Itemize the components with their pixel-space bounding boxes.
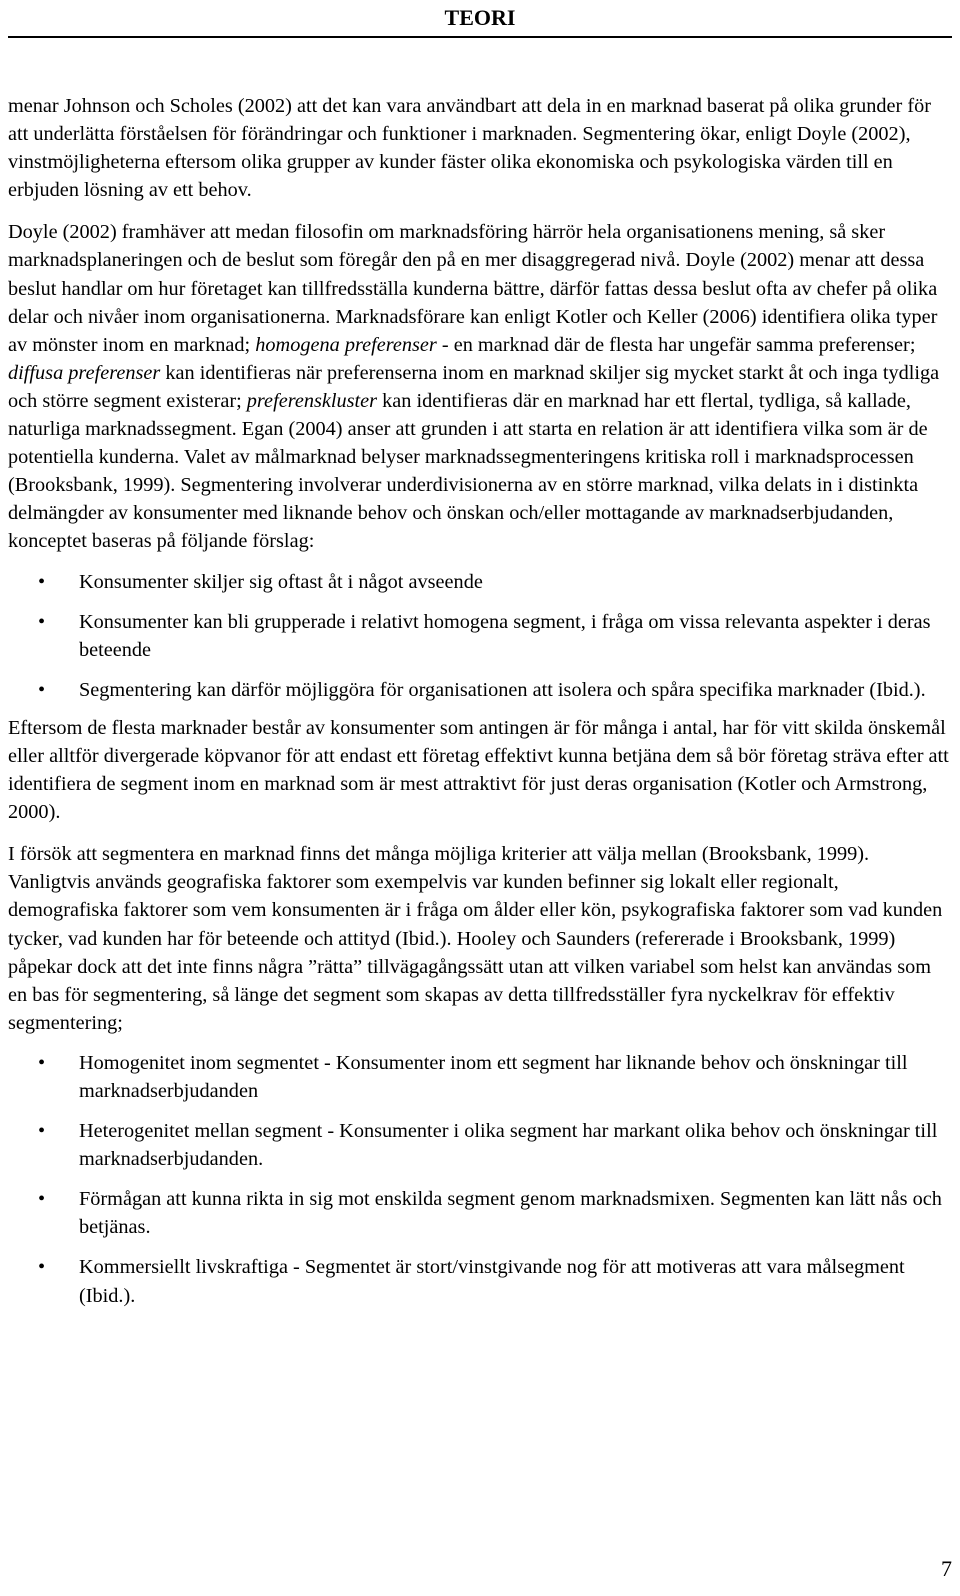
paragraph-text: - en marknad där de flesta har ungefär samma preferenser; [436, 333, 916, 356]
page-number: 7 [941, 1556, 952, 1581]
paragraph-intro: menar Johnson och Scholes (2002) att det kan vara användbart att dela in en marknad baserat på olika grunder för att underlätta förståelsen för förändringar och funktioner i marknaden. Segmentering ökar, enligt Doyle (2002), vinstmöjligheterna eftersom olika grupper av kunder fäster olika ekonomiska och psykologiska värden till en erbjuden lösning av ett behov. [8, 95, 932, 202]
list-item-text: Konsumenter skiljer sig oftast åt i något avseende [79, 570, 483, 593]
page-title: TEORI [444, 5, 516, 30]
paragraph-text: Doyle (2002) framhäver att medan filosofin om marknadsföring härrör hela organisationens mening, så sker marknadsplaneringen och de beslut som föregår den på en mer disaggregerad nivå. Doyle (2002) menar att dessa beslut handlar om hur företaget kan tillfredsställa kunderna bättre, därför fattas dessa beslut ofta av chefer på olika delar och nivåer inom organisationerna. Marknadsförare kan enligt Kotler och Keller (2006) identifiera olika typer av mönster inom en marknad; [8, 221, 938, 356]
list-item [8, 568, 954, 596]
list-item-text: Konsumenter kan bli grupperade i relativt homogena segment, i fråga om vissa relevanta aspekter i deras beteende [79, 610, 931, 661]
paragraph-target-segments: Eftersom de flesta marknader består av konsumenter som antingen är för många i antal, har för vitt skilda önskemål eller alltför divergerade köpvanor för att endast ett företag effektivt kunna betjäna dem så bör företag sträva efter att identifiera de segment inom en marknad som är mest attraktivt för just deras organisation (Kotler och Armstrong, 2000). [8, 716, 949, 824]
emphasis-diffusa-preferenser: diffusa preferenser [8, 361, 161, 384]
bullet-icon: • [38, 1188, 46, 1211]
list-item-text: Förmågan att kunna rikta in sig mot enskilda segment genom marknadsmixen. Segmenten kan lätt nås och betjänas. [79, 1188, 942, 1239]
bullet-icon: • [38, 570, 46, 593]
bullet-icon: • [38, 1256, 46, 1279]
list-item-text: Homogenitet inom segmentet - Konsumenter inom ett segment har liknande behov och önskningar till marknadserbjudanden [79, 1051, 908, 1102]
paragraph-text: kan identifieras när preferenserna inom en marknad skiljer sig mycket starkt åt och inga tydliga och större segment existerar; [8, 361, 940, 412]
list-item-text: Heterogenitet mellan segment - Konsumenter i olika segment har markant olika behov och önskningar till marknadserbjudanden. [79, 1120, 938, 1171]
bullet-icon: • [38, 678, 46, 701]
bullet-list-segmentation-premises [8, 568, 954, 704]
document-body [8, 92, 954, 1320]
bullet-icon: • [38, 1051, 46, 1074]
paragraph-text: kan identifieras där en marknad har ett flertal, tydliga, så kallade, naturliga marknadssegment. Egan (2004) anser att grunden i att starta en relation är att identifiera vilka som är de potentiella kunderna. Valet av målmarknad belyser marknadssegmenteringens kritiska roll i marknadsprocessen (Brooksbank, 1999). Segmentering involverar underdivisionerna av en större marknad, vilka delats in i distinkta delmängder av konsumenter med liknande behov och önskan och/eller mottagande av marknadserbjudanden, konceptet baseras på följande förslag: [8, 389, 928, 553]
list-item [8, 1117, 954, 1173]
list-item-text: Kommersiellt livskraftiga - Segmentet är stort/vinstgivande nog för att motiveras att vara målsegment (Ibid.). [79, 1256, 905, 1307]
list-item [8, 1253, 954, 1309]
list-item [8, 1049, 954, 1105]
bullet-list-key-requirements [8, 1049, 954, 1310]
bullet-icon: • [38, 610, 46, 633]
list-item-text: Segmentering kan därför möjliggöra för organisationen att isolera och spåra specifika marknader (Ibid.). [79, 678, 926, 701]
list-item [8, 1185, 954, 1241]
emphasis-homogena-preferenser: homogena preferenser [255, 333, 437, 356]
header-divider [8, 36, 952, 38]
emphasis-preferenskluster: preferenskluster [246, 389, 378, 412]
paragraph-criteria: I försök att segmentera en marknad finns det många möjliga kriterier att välja mellan (Brooksbank, 1999). Vanligtvis används geografiska faktorer som exempelvis var kunden befinner sig lokalt eller regionalt, demografiska faktorer som vem konsumenten är i fråga om ålder eller kön, psykografiska faktorer som vad kunden tycker, vad kunden har för beteende och attityd (Ibid.). Hooley och Saunders (refererade i Brooksbank, 1999) påpekar dock att det inte finns några ”rätta” tillvägagångssätt utan att vilken variabel som helst kan användas som en bas för segmentering, så länge det segment som skapas av detta tillfredsställer fyra nyckelkrav för effektiv segmentering; [8, 843, 943, 1034]
list-item [8, 676, 954, 704]
list-item [8, 608, 954, 664]
paragraph-doyle [8, 218, 954, 555]
bullet-icon: • [38, 1120, 46, 1143]
